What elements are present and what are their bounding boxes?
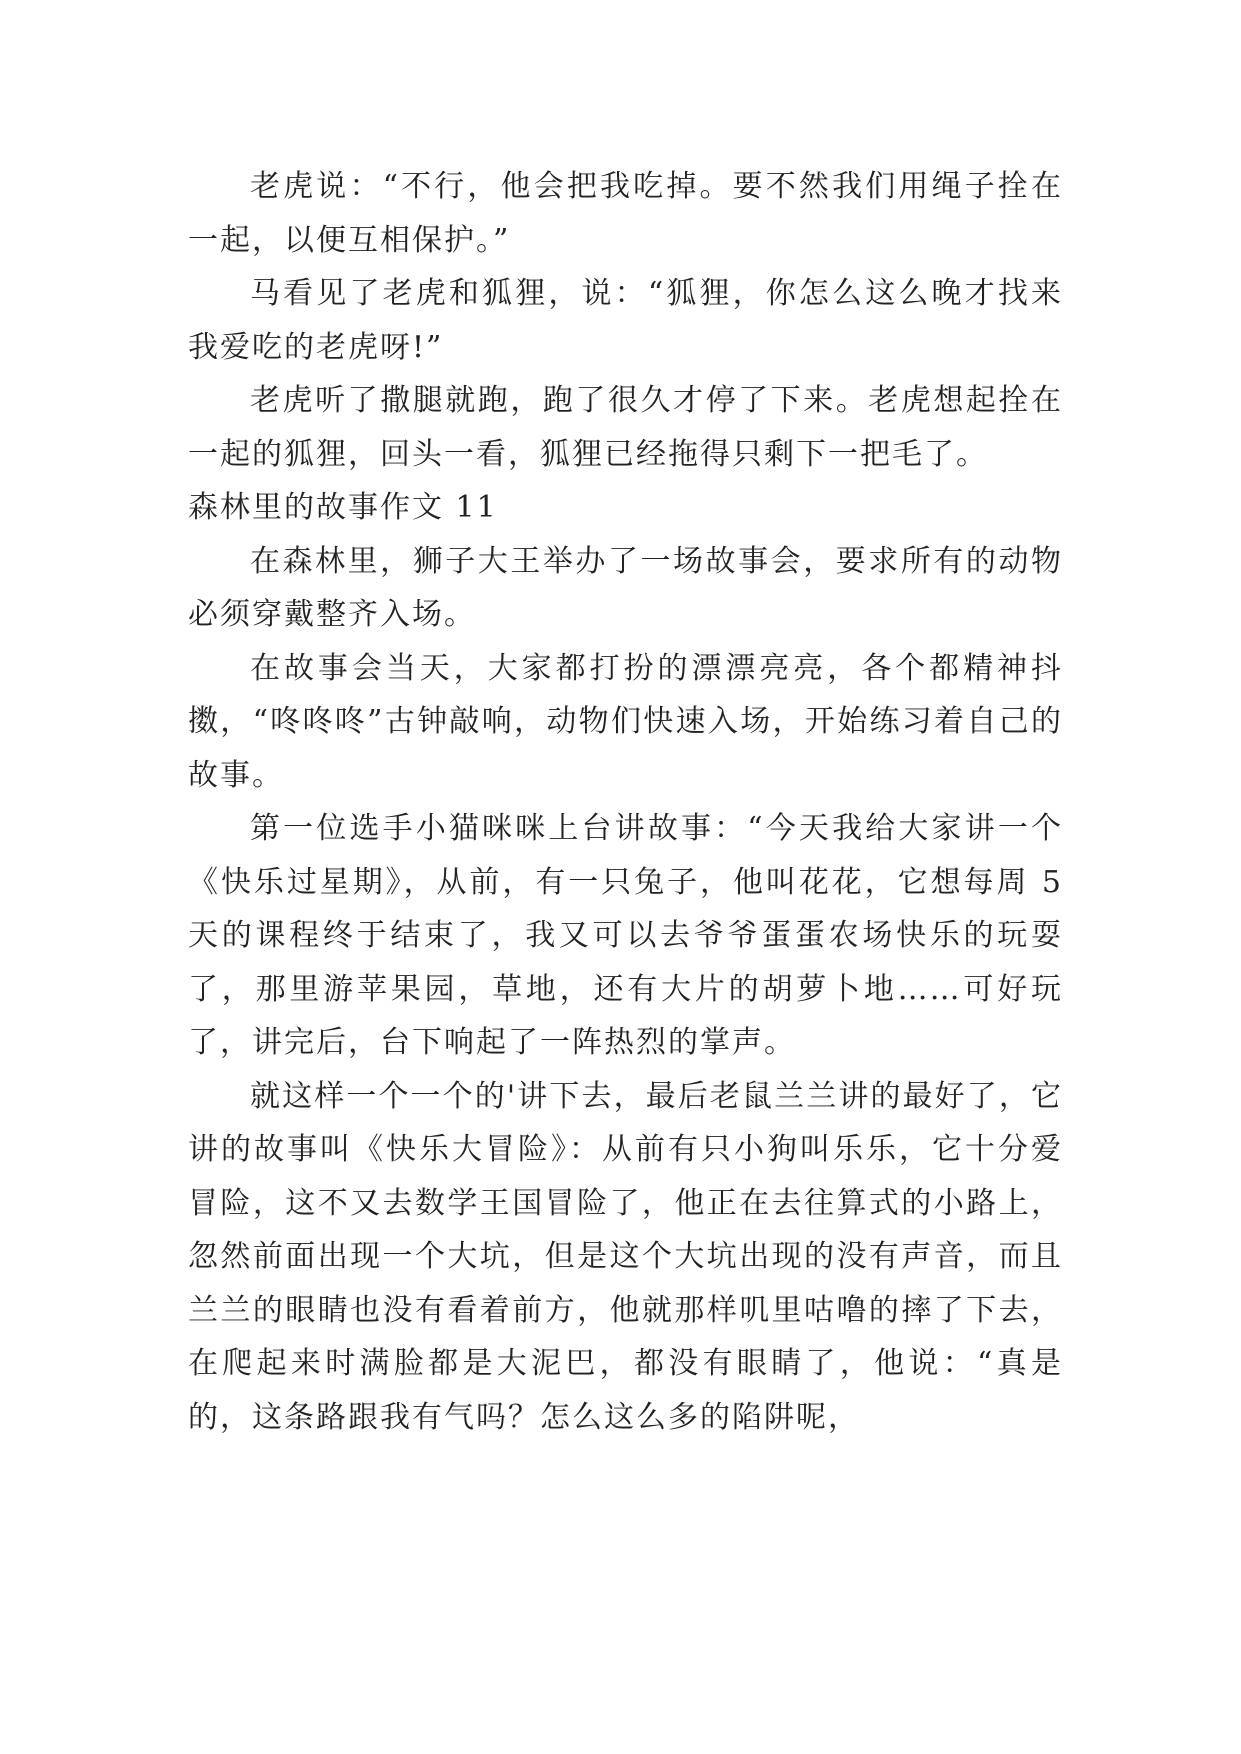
paragraph-meeting-day: 在故事会当天，大家都打扮的漂漂亮亮，各个都精神抖擞，“咚咚咚”古钟敲响，动物们快速入场，开始练习着自己的故事。	[188, 650, 1063, 793]
paragraph-horse-sees: 马看见了老虎和狐狸，说：“狐狸，你怎么这么晚才找来我爱吃的老虎呀!”	[188, 276, 1063, 365]
paragraph-tiger-says: 老虎说：“不行，他会把我吃掉。要不然我们用绳子拴在一起，以便互相保护。”	[188, 169, 1063, 258]
essay-title: 森林里的故事作文 11	[188, 490, 498, 525]
paragraph-first-contestant: 第一位选手小猫咪咪上台讲故事：“今天我给大家讲一个《快乐过星期》，从前，有一只兔子，他叫花花，它想每周 5 天的课程终于结束了，我又可以去爷爷蛋蛋农场快乐的玩耍了，那里游苹果园，草地，还有大片的胡萝卜地……可好玩了，讲完后，台下响起了一阵热烈的掌声。	[188, 811, 1063, 1060]
paragraph-story-meeting: 在森林里，狮子大王举办了一场故事会，要求所有的动物必须穿戴整齐入场。	[188, 543, 1063, 632]
paragraph-tiger-runs: 老虎听了撒腿就跑，跑了很久才停了下来。老虎想起拴在一起的狐狸，回头一看，狐狸已经拖得只剩下一把毛了。	[188, 383, 1063, 472]
document-body	[188, 160, 1063, 1444]
paragraph-mouse-story: 就这样一个一个的'讲下去，最后老鼠兰兰讲的最好了，它讲的故事叫《快乐大冒险》：从前有只小狗叫乐乐，它十分爱冒险，这不又去数学王国冒险了，他正在去往算式的小路上，忽然前面出现一个大坑，但是这个大坑出现的没有声音，而且兰兰的眼睛也没有看着前方，他就那样叽里咕噜的摔了下去，在爬起来时满脸都是大泥巴，都没有眼睛了，他说：“真是的，这条路跟我有气吗？怎么这么多的陷阱呢，	[188, 1078, 1063, 1435]
